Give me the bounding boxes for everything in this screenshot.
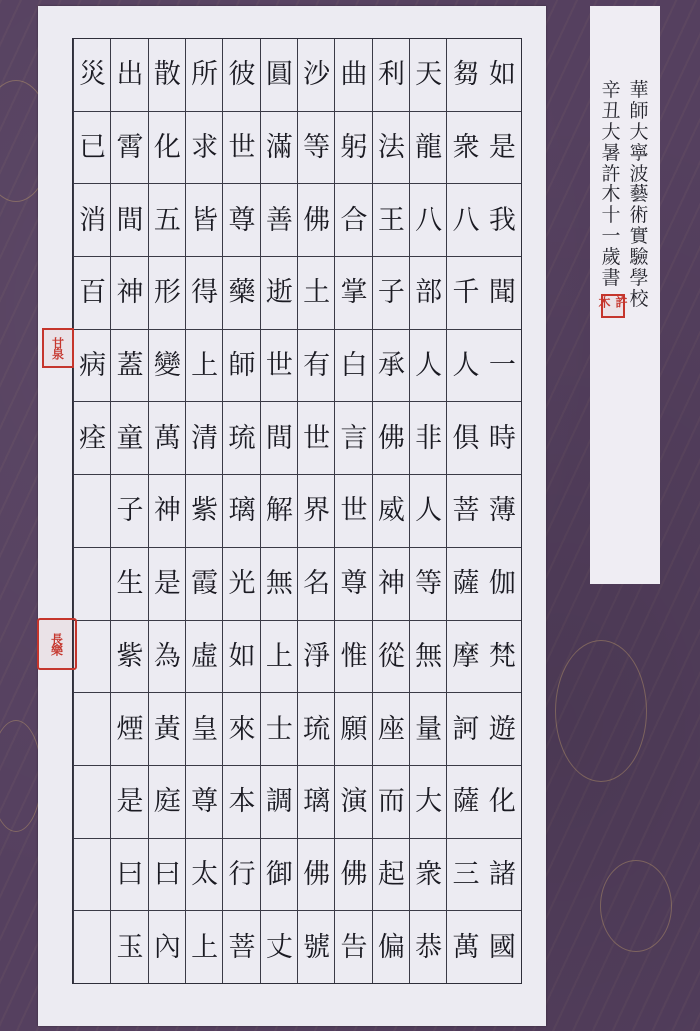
inscription-char: 歲 [601,246,621,269]
character-cell: 尊 [186,766,223,839]
character-cell: 我 [484,184,521,257]
character-cell: 白 [335,330,372,403]
character-cell: 化 [484,766,521,839]
character-cell: 薩 [447,548,484,621]
character-cell [74,475,111,548]
character-cell: 八 [447,184,484,257]
inscription-char: 大 [601,120,621,143]
character-cell: 本 [223,766,260,839]
character-cell: 等 [298,112,335,185]
character-cell: 人 [410,475,447,548]
character-cell: 遊 [484,693,521,766]
inscription-char: 師 [629,99,649,122]
character-cell: 有 [298,330,335,403]
character-cell: 是 [111,766,148,839]
character-cell: 名 [298,548,335,621]
character-cell: 是 [484,112,521,185]
character-cell: 藥 [223,257,260,330]
inscription-char: 許 [601,162,621,185]
character-cell: 俱 [447,402,484,475]
character-cell: 薩 [447,766,484,839]
character-cell: 災 [74,39,111,112]
inscription-char: 寧 [629,141,649,164]
character-cell: 王 [373,184,410,257]
character-cell: 萬 [452,931,480,963]
character-cell: 芻 [447,39,484,112]
character-cell: 散 [149,39,186,112]
character-cell: 無 [410,621,447,694]
character-cell: 上 [186,330,223,403]
inscription-char: 木 [601,183,621,206]
character-cell: 告 [340,931,368,963]
character-cell: 士 [261,693,298,766]
character-cell: 天 [410,39,447,112]
character-cell: 願 [335,693,372,766]
inscription-char: 大 [629,120,649,143]
character-cell: 量 [410,693,447,766]
text-column [185,39,223,983]
inscription-char: 辛 [601,79,621,101]
character-cell: 神 [373,548,410,621]
character-cell: 為 [149,621,186,694]
character-cell: 菩 [228,931,256,963]
character-cell: 威 [373,475,410,548]
character-cell [74,693,111,766]
character-cell: 丈 [265,931,293,963]
text-column [484,39,521,983]
character-cell: 蓋 [111,330,148,403]
inscription-char: 驗 [629,246,649,269]
text-column [372,39,410,983]
character-cell: 恭 [415,931,443,963]
character-cell: 煙 [111,693,148,766]
character-cell: 已 [74,112,111,185]
character-cell: 而 [373,766,410,839]
character-cell: 起 [373,839,410,912]
character-cell: 內 [153,931,181,963]
character-cell: 痊 [74,402,111,475]
character-cell: 五 [149,184,186,257]
character-cell: 病 [74,330,111,403]
text-column [446,39,484,983]
character-cell: 如 [223,621,260,694]
inscription-char: 書 [601,267,621,290]
character-cell: 惟 [335,621,372,694]
inscription-char: 丑 [601,99,621,122]
calligraphy-grid [72,38,522,984]
character-cell: 摩 [447,621,484,694]
character-cell: 清 [186,402,223,475]
character-cell: 世 [335,475,372,548]
text-column [148,39,186,983]
character-cell: 淨 [298,621,335,694]
character-cell: 尊 [335,548,372,621]
character-cell: 曰 [149,839,186,912]
character-cell [74,621,111,694]
character-cell: 曲 [335,39,372,112]
character-cell: 生 [111,548,148,621]
character-cell: 言 [335,402,372,475]
character-cell: 圓 [261,39,298,112]
character-cell: 大 [410,766,447,839]
character-cell: 衆 [410,839,447,912]
character-cell: 非 [410,402,447,475]
character-cell [74,548,111,621]
character-cell: 庭 [149,766,186,839]
character-cell: 霄 [111,112,148,185]
inscription-char: 波 [629,162,649,185]
character-cell: 化 [149,112,186,185]
inscription-char: 藝 [629,183,649,206]
character-cell: 世 [261,330,298,403]
character-cell: 調 [261,766,298,839]
character-cell: 國 [488,931,516,963]
character-cell: 佛 [298,839,335,912]
character-cell: 無 [261,548,298,621]
character-cell: 出 [111,39,148,112]
character-cell: 玉 [116,931,144,963]
character-cell: 號 [303,931,331,963]
character-cell: 等 [410,548,447,621]
character-cell: 得 [186,257,223,330]
character-cell: 皇 [186,693,223,766]
character-cell: 求 [186,112,223,185]
inscription-char: 暑 [601,141,621,164]
text-column [297,39,335,983]
character-cell: 霞 [186,548,223,621]
character-cell: 龍 [410,112,447,185]
seal-low: 長樂 [37,618,77,670]
character-cell: 太 [186,839,223,912]
character-cell: 間 [111,184,148,257]
text-column [409,39,447,983]
character-cell: 掌 [335,257,372,330]
character-cell: 法 [373,112,410,185]
seal-mid: 甘泉 [42,328,74,368]
character-cell: 佛 [335,839,372,912]
character-cell: 諸 [484,839,521,912]
character-cell: 偏 [377,931,405,963]
inscription-char: 實 [629,225,649,248]
inscription-char: 學 [629,267,649,290]
character-cell: 伽 [484,548,521,621]
character-cell: 琉 [223,402,260,475]
character-cell: 人 [410,330,447,403]
character-cell: 薄 [484,475,521,548]
character-cell: 解 [261,475,298,548]
character-cell: 上 [191,931,219,963]
character-cell: 衆 [447,112,484,185]
character-cell: 子 [373,257,410,330]
character-cell: 從 [373,621,410,694]
character-cell: 聞 [484,257,521,330]
gold-pattern [555,640,647,782]
character-cell: 八 [410,184,447,257]
character-cell: 佛 [298,184,335,257]
character-cell: 界 [298,475,335,548]
character-cell: 消 [74,184,111,257]
character-cell: 演 [335,766,372,839]
character-cell: 黃 [149,693,186,766]
character-cell: 如 [484,39,521,112]
character-cell: 萬 [149,402,186,475]
character-cell: 承 [373,330,410,403]
character-cell: 光 [223,548,260,621]
character-cell: 滿 [261,112,298,185]
character-cell: 百 [74,257,111,330]
character-cell: 合 [335,184,372,257]
character-cell: 世 [223,112,260,185]
character-cell: 曰 [111,839,148,912]
character-cell: 神 [111,257,148,330]
character-cell: 時 [484,402,521,475]
character-cell: 佛 [373,402,410,475]
inscription-char: 一 [601,225,621,248]
character-cell: 三 [447,839,484,912]
character-cell: 是 [149,548,186,621]
character-cell: 訶 [447,693,484,766]
character-cell: 人 [447,330,484,403]
inscription-label [590,6,660,584]
character-cell: 紫 [186,475,223,548]
inscription-char: 十 [601,204,621,227]
gold-pattern [600,860,672,952]
inscription-line-1 [627,80,651,310]
character-cell: 菩 [447,475,484,548]
character-cell: 座 [373,693,410,766]
text-column [222,39,260,983]
text-column [73,39,111,983]
character-cell: 虛 [186,621,223,694]
character-cell: 御 [261,839,298,912]
character-cell: 變 [149,330,186,403]
character-cell: 躬 [335,112,372,185]
character-cell: 世 [298,402,335,475]
character-cell: 利 [373,39,410,112]
text-column [260,39,298,983]
character-cell [74,766,111,839]
character-cell: 梵 [484,621,521,694]
character-cell: 上 [261,621,298,694]
character-cell: 皆 [186,184,223,257]
character-cell: 土 [298,257,335,330]
character-cell: 琉 [298,693,335,766]
inscription-char: 華 [629,79,649,101]
character-cell: 沙 [298,39,335,112]
inscription-line-2 [599,80,623,289]
character-cell: 所 [186,39,223,112]
character-cell: 逝 [261,257,298,330]
inscription-char: 術 [629,204,649,227]
character-cell [74,911,111,983]
character-cell: 善 [261,184,298,257]
character-cell: 行 [223,839,260,912]
character-cell: 尊 [223,184,260,257]
character-cell: 紫 [111,621,148,694]
character-cell: 師 [223,330,260,403]
character-cell: 璃 [223,475,260,548]
text-column [334,39,372,983]
character-cell: 來 [223,693,260,766]
character-cell: 璃 [298,766,335,839]
text-column [110,39,148,983]
inscription-char: 校 [629,287,649,310]
character-cell: 子 [111,475,148,548]
inscription-seal: 許木 [601,294,625,318]
character-cell: 千 [447,257,484,330]
character-cell [74,839,111,912]
character-cell: 間 [261,402,298,475]
character-cell: 一 [484,330,521,403]
character-cell: 彼 [223,39,260,112]
character-cell: 童 [111,402,148,475]
character-cell: 形 [149,257,186,330]
character-cell: 部 [410,257,447,330]
character-cell: 神 [149,475,186,548]
